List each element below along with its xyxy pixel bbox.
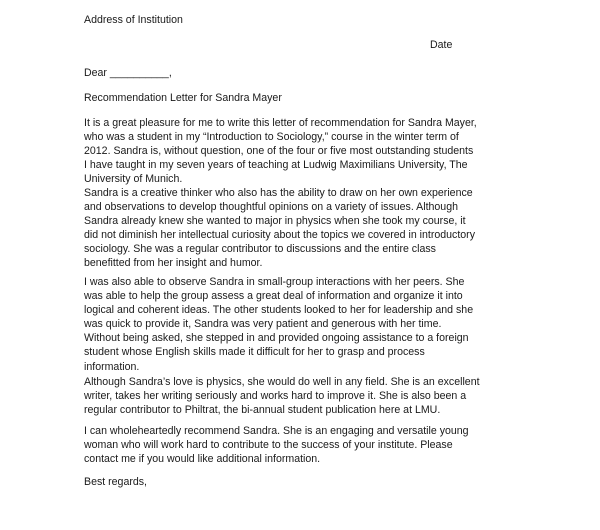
paragraph-line: I was also able to observe Sandra in small-group interactions with her peers. She: [84, 276, 465, 288]
paragraph-line: did not diminish her intellectual curiosity about the topics we covered in introductory: [84, 229, 475, 242]
paragraph-line: Without being asked, she stepped in and provided ongoing assistance to a foreign: [84, 332, 469, 345]
paragraph-2: [84, 186, 524, 271]
paragraph-line: information.: [84, 360, 140, 373]
paragraph-line: contact me if you would like additional information.: [84, 453, 321, 466]
paragraph-line: who was a student in my “Introduction to Sociology,” course in the winter term of: [84, 131, 459, 144]
paragraph-line: Sandra is a creative thinker who also has the ability to draw on her own experience: [84, 187, 473, 199]
paragraph-line: sociology. She was a regular contributor to discussions and the entire class: [84, 243, 436, 256]
paragraph-line: 2012. Sandra is, without question, one of the four or five most outstanding students: [84, 145, 474, 158]
paragraph-line: was able to help the group assess a great deal of information and organize it into: [84, 290, 463, 303]
paragraph-line: and observations to develop thoughtful opinions on a variety of issues. Although: [84, 201, 458, 214]
paragraph-4: [84, 375, 524, 417]
paragraph-line: logical and coherent ideas. The other students looked to her for leadership and she: [84, 304, 474, 317]
letter-date: Date: [430, 39, 453, 51]
institution-address: Address of Institution: [84, 14, 183, 26]
paragraph-line: University of Munich.: [84, 173, 183, 186]
closing: Best regards,: [84, 476, 148, 488]
paragraph-5: [84, 424, 524, 466]
paragraph-line: woman who will work hard to contribute to the success of your institute. Please: [84, 439, 453, 452]
paragraph-line: I have taught in my seven years of teaching at Ludwig Maximilians University, The: [84, 159, 468, 172]
paragraph-3: [84, 275, 524, 374]
paragraph-line: benefitted from her insight and humor.: [84, 257, 263, 270]
paragraph-line: It is a great pleasure for me to write this letter of recommendation for Sandra Mayer,: [84, 117, 477, 129]
letter-subject: Recommendation Letter for Sandra Mayer: [84, 92, 282, 104]
paragraph-line: I can wholeheartedly recommend Sandra. She is an engaging and versatile young: [84, 425, 469, 437]
paragraph-line: was quick to provide it, Sandra was very patient and generous with her time.: [84, 318, 442, 331]
paragraph-line: student whose English skills made it difficult for her to grasp and process: [84, 346, 425, 359]
paragraph-line: writer, takes her writing seriously and works hard to improve it. She is also been a: [84, 390, 467, 403]
paragraph-line: regular contributor to Philtrat, the bi-annual student publication here at LMU.: [84, 404, 441, 417]
salutation: Dear __________,: [84, 67, 172, 79]
paragraph-line: Sandra already knew she wanted to major in physics when she took my course, it: [84, 215, 466, 228]
paragraph-1: [84, 116, 524, 186]
paragraph-line: Although Sandra’s love is physics, she would do well in any field. She is an excellent: [84, 376, 480, 388]
